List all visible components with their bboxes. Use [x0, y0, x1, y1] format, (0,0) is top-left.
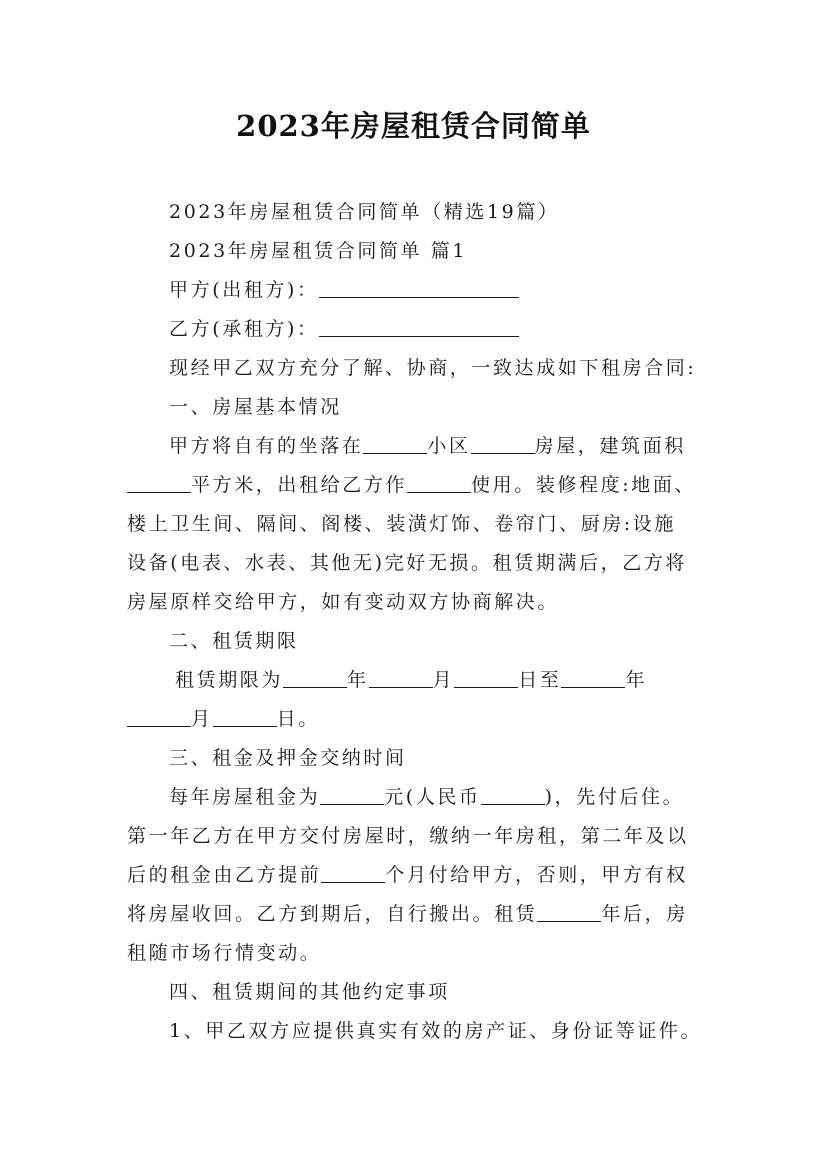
text: 后的租金由乙方提前: [127, 864, 322, 886]
party-b-line: [127, 310, 707, 349]
blank-underline: [319, 314, 519, 337]
text: 三、租金及押金交纳时间: [169, 747, 407, 769]
text: 一、房屋基本情况: [169, 396, 342, 418]
blank-underline: [127, 470, 191, 493]
blank-underline: [283, 665, 347, 688]
text: 乙方(承租方)：: [169, 318, 319, 340]
text: 楼上卫生间、隔间、阁楼、装潢灯饰、卷帘门、厨房:设施: [127, 513, 677, 535]
text: 第一年乙方在甲方交付房屋时，缴纳一年房租，第二年及以: [127, 825, 689, 847]
text: 1、甲乙双方应提供真实有效的房产证、身份证等证件。: [169, 1020, 703, 1042]
blank-underline: [537, 899, 601, 922]
blank-underline: [319, 275, 519, 298]
text: 日。: [276, 708, 320, 730]
paragraph-line: [127, 427, 707, 466]
paragraph-line: [127, 466, 707, 505]
paragraph-line: [127, 934, 707, 973]
blank-underline: [320, 782, 384, 805]
text: 日至: [518, 669, 562, 691]
text: 四、租赁期间的其他约定事项: [169, 981, 450, 1003]
paragraph-line: [127, 700, 707, 739]
text: 甲方(出租方)：: [169, 279, 319, 301]
text: 平方米，出租给乙方作: [191, 474, 408, 496]
subtitle-line: [127, 193, 707, 232]
text: 年: [347, 669, 369, 691]
paragraph-line: [127, 817, 707, 856]
blank-underline: [213, 704, 277, 727]
blank-underline: [127, 704, 191, 727]
heading-4: [127, 973, 707, 1012]
document-title: 2023年房屋租赁合同简单: [236, 109, 591, 143]
text: 房屋原样交给甲方，如有变动双方协商解决。: [127, 591, 560, 613]
text: 小区: [427, 435, 471, 457]
document-body: [127, 193, 707, 1051]
text: 租赁期限为: [175, 669, 284, 691]
text: 2023年房屋租赁合同简单 篇1: [169, 240, 468, 262]
blank-underline: [407, 470, 471, 493]
blank-underline: [454, 665, 518, 688]
heading-2: [127, 622, 707, 661]
heading-3: [127, 739, 707, 778]
text: 将房屋收回。乙方到期后，自行搬出。租赁: [127, 903, 538, 925]
intro-line: [127, 349, 707, 388]
heading-1: [127, 388, 707, 427]
text: 年后，房: [601, 903, 688, 925]
text: )，先付后住。: [544, 786, 685, 808]
text: 个月付给甲方，否则，甲方有权: [385, 864, 688, 886]
text: 使用。装修程度:地面、: [471, 474, 697, 496]
paragraph-line: [127, 1012, 707, 1051]
paragraph-line: [127, 895, 707, 934]
paragraph-line: [127, 544, 707, 583]
text: 甲方将自有的坐落在: [169, 435, 364, 457]
text: 2023年房屋租赁合同简单（精选19篇）: [169, 201, 560, 223]
blank-underline: [561, 665, 625, 688]
text: 现经甲乙双方充分了解、协商，一致达成如下租房合同:: [169, 357, 697, 379]
text: 元(人民币: [384, 786, 481, 808]
party-a-line: [127, 271, 707, 310]
text: 租随市场行情变动。: [127, 942, 322, 964]
blank-underline: [471, 431, 535, 454]
blank-underline: [363, 431, 427, 454]
text: 年: [625, 669, 648, 691]
text: 房屋，建筑面积: [534, 435, 686, 457]
paragraph-line: [127, 778, 707, 817]
blank-underline: [481, 782, 545, 805]
text: 每年房屋租金为: [169, 786, 321, 808]
blank-underline: [321, 860, 385, 883]
paragraph-line: [127, 583, 707, 622]
text: 月: [191, 708, 213, 730]
section-heading-line: [127, 232, 707, 271]
text: 月: [432, 669, 455, 691]
paragraph-line: [127, 505, 707, 544]
text: 设备(电表、水表、其他无)完好无损。租赁期满后，乙方将: [127, 552, 688, 574]
text: 二、租赁期限: [169, 630, 299, 652]
blank-underline: [369, 665, 433, 688]
paragraph-line: [127, 661, 707, 700]
paragraph-line: [127, 856, 707, 895]
